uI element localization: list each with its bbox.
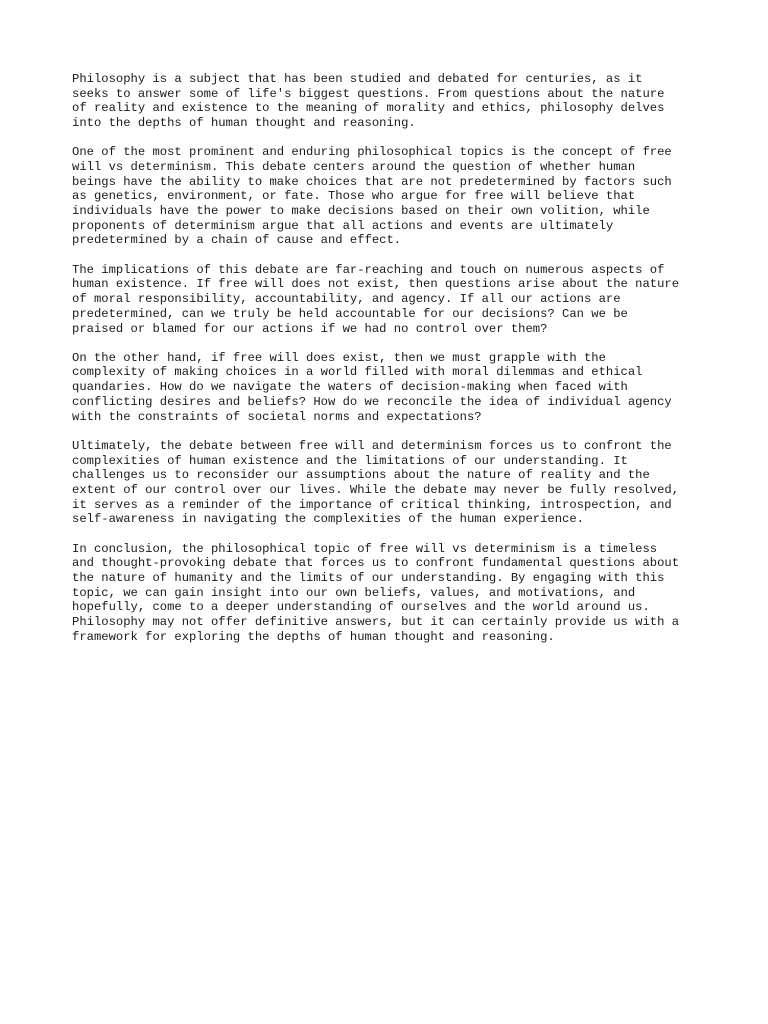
text-line: seeks to answer some of life's biggest questions. From questions about the nature bbox=[72, 86, 665, 101]
text-line: extent of our control over our lives. While the debate may never be fully resolved, bbox=[72, 482, 680, 497]
text-line: In conclusion, the philosophical topic of free will vs determinism is a timeless bbox=[72, 541, 658, 556]
text-line: praised or blamed for our actions if we had no control over them? bbox=[72, 321, 548, 336]
text-line: beings have the ability to make choices that are not predetermined by factors such bbox=[72, 174, 672, 189]
text-line: predetermined by a chain of cause and effect. bbox=[72, 233, 402, 248]
paragraph-5 bbox=[72, 439, 704, 527]
paragraph-3 bbox=[72, 263, 704, 336]
text-line: it serves as a reminder of the importance of critical thinking, introspection, and bbox=[72, 497, 672, 512]
text-line: of reality and existence to the meaning of morality and ethics, philosophy delves bbox=[72, 101, 665, 116]
text-line: One of the most prominent and enduring philosophical topics is the concept of free bbox=[72, 145, 672, 160]
text-line: On the other hand, if free will does exist, then we must grapple with the bbox=[72, 350, 606, 365]
paragraph-2 bbox=[72, 145, 704, 248]
text-line: with the constraints of societal norms and expectations? bbox=[72, 409, 482, 424]
text-line: individuals have the power to make decisions based on their own volition, while bbox=[72, 204, 650, 219]
text-line: self-awareness in navigating the complexities of the human experience. bbox=[72, 512, 584, 527]
text-line: The implications of this debate are far-reaching and touch on numerous aspects of bbox=[72, 262, 665, 277]
text-line: proponents of determinism argue that all actions and events are ultimately bbox=[72, 218, 614, 233]
paragraph-4 bbox=[72, 351, 704, 424]
text-line: predetermined, can we truly be held accountable for our decisions? Can we be bbox=[72, 306, 628, 321]
document-page bbox=[72, 72, 704, 659]
text-line: Philosophy is a subject that has been studied and debated for centuries, as it bbox=[72, 72, 643, 86]
text-line: conflicting desires and beliefs? How do we reconcile the idea of individual agency bbox=[72, 394, 672, 409]
text-line: the nature of humanity and the limits of our understanding. By engaging with this bbox=[72, 570, 665, 585]
text-line: as genetics, environment, or fate. Those who argue for free will believe that bbox=[72, 189, 636, 204]
text-line: Ultimately, the debate between free will and determinism forces us to confront the bbox=[72, 438, 672, 453]
text-line: topic, we can gain insight into our own beliefs, values, and motivations, and bbox=[72, 585, 636, 600]
text-line: Philosophy may not offer definitive answers, but it can certainly provide us with a bbox=[72, 614, 680, 629]
text-line: into the depths of human thought and reasoning. bbox=[72, 116, 416, 131]
paragraph-6 bbox=[72, 542, 704, 645]
text-line: complexities of human existence and the limitations of our understanding. It bbox=[72, 453, 628, 468]
text-line: and thought-provoking debate that forces us to confront fundamental questions about bbox=[72, 556, 680, 571]
text-line: challenges us to reconsider our assumptions about the nature of reality and the bbox=[72, 468, 650, 483]
text-line: will vs determinism. This debate centers around the question of whether human bbox=[72, 160, 636, 175]
text-line: quandaries. How do we navigate the waters of decision-making when faced with bbox=[72, 380, 628, 395]
text-line: human existence. If free will does not exist, then questions arise about the nature bbox=[72, 277, 680, 292]
text-line: complexity of making choices in a world filled with moral dilemmas and ethical bbox=[72, 365, 643, 380]
text-line: framework for exploring the depths of human thought and reasoning. bbox=[72, 629, 555, 644]
text-line: of moral responsibility, accountability, and agency. If all our actions are bbox=[72, 292, 621, 307]
paragraph-1 bbox=[72, 72, 704, 131]
text-line: hopefully, come to a deeper understanding of ourselves and the world around us. bbox=[72, 600, 650, 615]
